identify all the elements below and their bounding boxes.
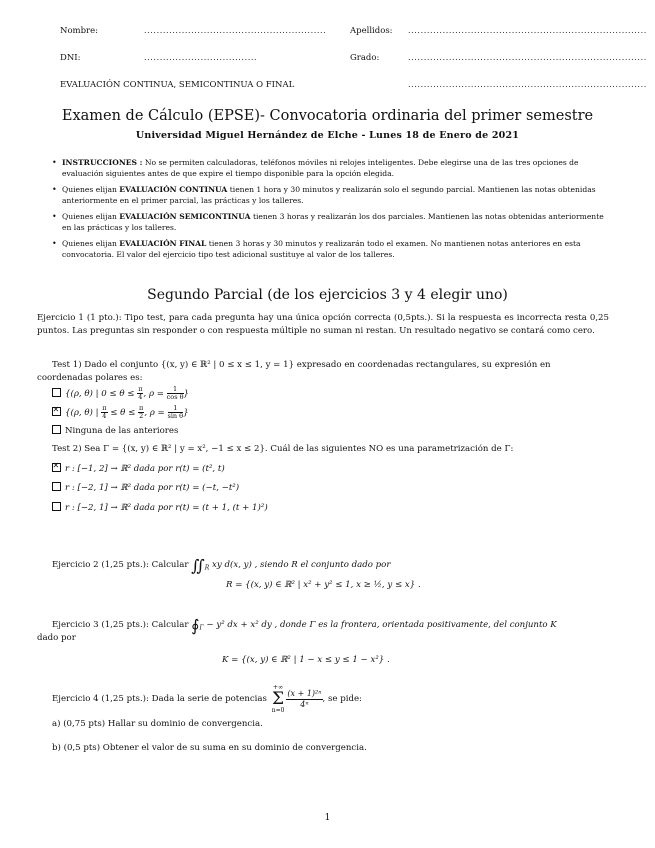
- option-text: r : [−2, 1] → ℝ² dada por r(t) = (−t, −t²): [65, 483, 240, 493]
- frac-den: 4: [138, 393, 143, 401]
- test-2-question: Test 2) Sea Γ = {(x, y) ∈ ℝ² | y = x², −1 ≤ x ≤ 2}. Cuál de las siguientes NO es una parametrización de Γ:: [52, 444, 514, 454]
- frac-num: 1: [167, 386, 184, 394]
- bullet-instrucciones: • INSTRUCCIONES : No se permiten calculadoras, teléfonos móviles ni relojes inteligentes. Debe elegirse una de las tres opciones de evaluación siguientes antes de que expire el tiempo disponible para la opción elegida.: [52, 158, 579, 178]
- bullet-text: tienen 3 horas y realizarán los dos parciales. Mantienen las notas obtenidas anteriormente en las prácticas y los talleres.: [62, 212, 604, 232]
- checkbox[interactable]: [52, 482, 61, 491]
- ejercicio-2-region: R = {(x, y) ∈ ℝ² | x² + y² ≤ 1, x ≥ ½, y ≤ x} .: [226, 580, 421, 590]
- bullet-lead: INSTRUCCIONES :: [62, 158, 143, 167]
- ejercicio-2: [52, 556, 390, 575]
- bullet-lead: EVALUACIÓN SEMICONTINUA: [119, 212, 251, 221]
- bullet-continua: • Quienes elijan EVALUACIÓN CONTINUA tienen 1 hora y 30 minutos y realizarán solo el segundo parcial. Mantienen las notas obtenidas anteriormente en el primer parcial, las prácticas y los talleres.: [52, 185, 596, 205]
- ejercicio-4-part-a: a) (0,75 pts) Hallar su dominio de convergencia.: [52, 719, 263, 729]
- ejercicio-4-text: , se pide:: [322, 694, 362, 704]
- option-text: ≤ θ ≤: [107, 408, 139, 418]
- integral-region: R: [204, 564, 210, 572]
- frac-den: 4: [102, 412, 107, 420]
- bullet-lead: EVALUACIÓN FINAL: [119, 239, 207, 248]
- checkbox[interactable]: [52, 425, 61, 434]
- grado-field[interactable]: ............................................................................: [408, 53, 647, 62]
- frac-den: cos θ: [166, 393, 184, 401]
- frac-num: π: [102, 404, 107, 412]
- evaluacion-label: EVALUACIÓN CONTINUA, SEMICONTINUA O FINAL: [60, 80, 295, 90]
- option-text: r : [−1, 2] → ℝ² dada por r(t) = (t², t): [65, 464, 225, 474]
- sum-symbol: Σ: [272, 689, 285, 709]
- test-2-option-3[interactable]: [52, 502, 268, 513]
- grado-label: Grado:: [350, 53, 380, 63]
- evaluacion-field[interactable]: ............................................................................: [408, 80, 647, 89]
- bullet-text: tienen 1 hora y 30 minutos y realizarán solo el segundo parcial. Mantienen las notas obtenidas anteriormente en el primer parcial, las prácticas y los talleres.: [62, 185, 596, 205]
- bullet-pre: Quienes elijan: [62, 185, 120, 194]
- frac-den: 2: [139, 412, 144, 420]
- frac-num: π: [138, 385, 143, 393]
- ejercicio-3-text: − y² dx + x² dy , donde Γ es la frontera, orientada positivamente, del conjunto K: [203, 620, 557, 630]
- integral-curve: Γ: [199, 624, 204, 632]
- option-text: , ρ =: [144, 408, 168, 418]
- page-number: 1: [324, 813, 331, 823]
- frac-num: 1: [168, 405, 184, 413]
- dni-label: DNI:: [60, 53, 81, 63]
- series-numerator: (x + 1)²ⁿ: [287, 688, 322, 698]
- ejercicio-3: [52, 616, 557, 635]
- ejercicio-4-label: Ejercicio 4 (1,25 pts.): Dada la serie de potencias: [52, 694, 270, 704]
- double-integral-symbol: ∬: [191, 556, 205, 575]
- sum-lower: n=0: [271, 707, 285, 714]
- apellidos-field[interactable]: ............................................................................: [408, 26, 647, 35]
- nombre-field[interactable]: ..........................................................: [144, 26, 327, 35]
- test-1-option-2[interactable]: ✕{(ρ, θ) | $\frac{\pi}{4}$ ≤ θ ≤ $\frac{\pi}{2}$ , ρ = $\frac{1}{\text{sin θ}}$ }: [52, 405, 189, 420]
- frac-num: π: [139, 404, 144, 412]
- bullet-final: • Quienes elijan EVALUACIÓN FINAL tienen 3 horas y 30 minutos y realizarán todo el examen. No mantienen notas anteriores en esta convocatoria. El valor del ejercicio tipo test adicional sustituye al valor de los talleres.: [52, 239, 581, 259]
- checkbox[interactable]: [52, 388, 61, 397]
- frac-den: sin θ: [167, 412, 184, 420]
- option-text: , ρ =: [143, 389, 167, 399]
- ejercicio-3-label: Ejercicio 3 (1,25 pts.): Calcular: [52, 620, 192, 630]
- option-text: Ninguna de las anteriores: [65, 426, 179, 436]
- bullet-pre: Quienes elijan: [62, 212, 120, 221]
- ejercicio-2-label: Ejercicio 2 (1,25 pts.): Calcular: [52, 560, 192, 570]
- ejercicio-1-intro: Ejercicio 1 (1 pto.): Tipo test, para cada pregunta hay una única opción correcta (0,5pts.). Si la respuesta es incorrecta resta 0,25 puntos. Las preguntas sin responder o con respuesta múltiple no suman ni restan. Un resultado negativo se contará como cero.: [37, 313, 609, 336]
- option-text: {(ρ, θ) | 0 ≤ θ ≤: [65, 389, 138, 399]
- bullet-semicontinua: • Quienes elijan EVALUACIÓN SEMICONTINUA tienen 3 horas y realizarán los dos parciales. Mantienen las notas obtenidas anteriormente en las prácticas y los talleres.: [52, 212, 604, 232]
- test-1-question-cont: coordenadas polares es:: [37, 373, 143, 383]
- test-2-option-1[interactable]: [52, 463, 225, 474]
- test-1-option-3[interactable]: [52, 425, 178, 436]
- test-2-option-2[interactable]: [52, 482, 239, 493]
- series-denominator: 4ⁿ: [300, 699, 309, 709]
- bullet-text: No se permiten calculadoras, teléfonos móviles ni relojes inteligentes. Debe elegirse una de las tres opciones de evaluación siguientes antes de que expire el tiempo disponible para la opción elegida.: [62, 158, 579, 178]
- checkbox-checked[interactable]: [52, 407, 61, 416]
- bullet-text: tienen 3 horas y 30 minutos y realizarán todo el examen. No mantienen notas anteriores en esta convocatoria. El valor del ejercicio tipo test adicional sustituye al valor de los talleres.: [62, 239, 581, 259]
- dni-field[interactable]: ....................................: [144, 53, 258, 62]
- apellidos-label: Apellidos:: [350, 26, 393, 36]
- exam-title: Examen de Cálculo (EPSE)- Convocatoria ordinaria del primer semestre: [61, 108, 594, 124]
- option-text: r : [−2, 1] → ℝ² dada por r(t) = (t + 1, (t + 1)²): [65, 503, 268, 513]
- nombre-label: Nombre:: [60, 26, 99, 36]
- bullet-pre: Quienes elijan: [62, 239, 120, 248]
- ejercicio-4-part-b: b) (0,5 pts) Obtener el valor de su suma en su dominio de convergencia.: [52, 743, 367, 753]
- option-text: {(ρ, θ) |: [65, 408, 102, 418]
- series-sum: [272, 684, 285, 714]
- test-1-option-1[interactable]: {(ρ, θ) | 0 ≤ θ ≤ $\frac{\pi}{4}$ , ρ = $\frac{1}{\text{cos θ}}$ }: [52, 386, 189, 401]
- checkbox-checked[interactable]: [52, 463, 61, 472]
- ejercicio-3-cont: dado por: [37, 633, 76, 643]
- ejercicio-2-text: xy d(x, y) , siendo R el conjunto dado por: [209, 560, 391, 570]
- checkbox[interactable]: [52, 502, 61, 511]
- test-1-question: Test 1) Dado el conjunto {(x, y) ∈ ℝ² | 0 ≤ x ≤ 1, y = 1} expresado en coordenadas rectangulares, su expresión en: [52, 360, 551, 370]
- bullet-lead: EVALUACIÓN CONTINUA: [119, 185, 228, 194]
- sum-upper: +∞: [273, 684, 284, 691]
- line-integral-symbol: ∮: [191, 616, 200, 635]
- ejercicio-3-set: K = {(x, y) ∈ ℝ² | 1 − x ≤ y ≤ 1 − x²} .: [222, 655, 390, 665]
- exam-subtitle: Universidad Miguel Hernández de Elche - Lunes 18 de Enero de 2021: [135, 130, 520, 141]
- ejercicio-4: [52, 684, 362, 714]
- section-title: Segundo Parcial (de los ejercicios 3 y 4 elegir uno): [147, 287, 508, 303]
